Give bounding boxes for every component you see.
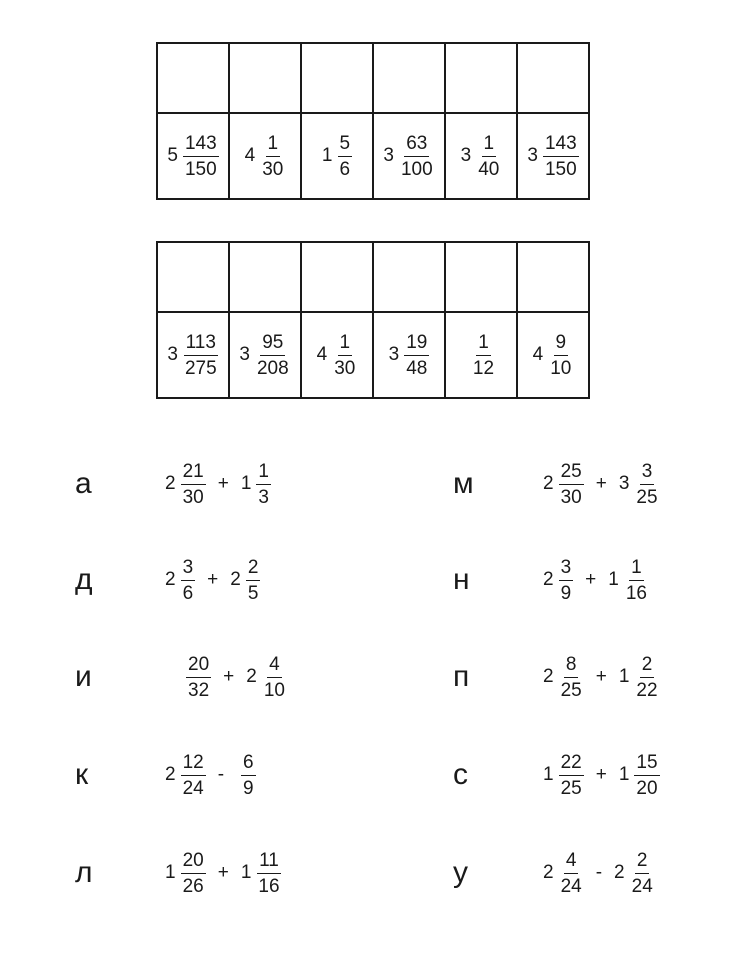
- whole-part: 2: [230, 569, 241, 590]
- task-expression: [543, 558, 649, 603]
- mixed-number: [245, 134, 286, 179]
- fraction: [246, 558, 261, 603]
- answer-cell: [445, 312, 517, 398]
- numerator: 20: [181, 851, 206, 874]
- letter-cell[interactable]: [445, 242, 517, 312]
- operand-a: [543, 851, 584, 896]
- task-letter: м: [453, 467, 474, 500]
- whole-part: 1: [240, 473, 252, 494]
- fraction: [181, 462, 206, 507]
- operand-b: [614, 851, 655, 896]
- letter-cell[interactable]: [301, 242, 373, 312]
- denominator: 25: [560, 777, 582, 799]
- numerator: 2: [640, 655, 655, 678]
- letter-cell[interactable]: [157, 43, 229, 113]
- fraction: [634, 462, 659, 507]
- task-row: [453, 550, 649, 610]
- mixed-number: [389, 333, 430, 378]
- task-row: [75, 550, 260, 610]
- fraction: [404, 333, 429, 378]
- operand-b: [230, 558, 260, 603]
- denominator: 5: [247, 582, 259, 604]
- whole-part: 3: [239, 344, 250, 365]
- numerator: 4: [564, 851, 579, 874]
- letter-cell[interactable]: [373, 242, 445, 312]
- task-expression: [181, 655, 287, 700]
- denominator: 40: [478, 158, 500, 180]
- fraction: [548, 333, 573, 378]
- whole-part: 4: [316, 344, 328, 365]
- numerator: 25: [559, 462, 584, 485]
- denominator: 30: [262, 158, 284, 180]
- mixed-number: [167, 333, 218, 378]
- whole-part: 3: [618, 473, 630, 494]
- numerator: 63: [404, 134, 429, 157]
- denominator: 12: [472, 357, 495, 379]
- whole-part: 2: [165, 569, 176, 590]
- denominator: 275: [184, 357, 217, 379]
- denominator: 20: [636, 777, 658, 799]
- fraction: [181, 558, 196, 603]
- fraction: [241, 753, 256, 798]
- fraction: [186, 655, 211, 700]
- operand-b: [236, 753, 256, 798]
- numerator: 21: [181, 462, 206, 485]
- whole-part: 3: [527, 145, 538, 166]
- fraction: [181, 851, 206, 896]
- denominator: 3: [258, 486, 269, 508]
- fraction: [256, 462, 271, 507]
- operand-a: [181, 655, 211, 700]
- denominator: 9: [560, 582, 572, 604]
- task-row: [453, 745, 660, 805]
- numerator: 8: [564, 655, 579, 678]
- numerator: 3: [640, 462, 655, 485]
- operand-b: [619, 753, 660, 798]
- whole-part: 4: [244, 145, 256, 166]
- operator: +: [595, 666, 607, 687]
- numerator: 143: [183, 134, 219, 157]
- operand-b: [241, 851, 282, 896]
- letter-cell[interactable]: [445, 43, 517, 113]
- answer-cell: [301, 312, 373, 398]
- numerator: 1: [629, 558, 644, 581]
- numerator: 12: [181, 753, 206, 776]
- numerator: 11: [257, 851, 281, 874]
- denominator: 6: [182, 582, 194, 604]
- denominator: 26: [182, 875, 204, 897]
- numerator: 1: [256, 462, 271, 485]
- denominator: 25: [560, 679, 582, 701]
- whole-part: 3: [460, 145, 472, 166]
- mixed-number: [383, 134, 434, 179]
- answer-cell: [229, 312, 301, 398]
- whole-part: 1: [543, 764, 554, 785]
- operand-a: [543, 655, 584, 700]
- answer-grid-2: [156, 241, 590, 399]
- letter-cell[interactable]: [373, 43, 445, 113]
- numerator: 2: [635, 851, 650, 874]
- operator: +: [217, 473, 229, 494]
- answer-cell: [229, 113, 301, 199]
- numerator: 9: [554, 333, 569, 356]
- denominator: 100: [400, 158, 433, 180]
- operand-b: [619, 655, 660, 700]
- task-letter: с: [453, 758, 468, 791]
- fraction: [559, 851, 584, 896]
- denominator: 32: [188, 679, 210, 701]
- numerator: 95: [260, 333, 285, 356]
- task-expression: [165, 558, 260, 603]
- denominator: 48: [406, 357, 428, 379]
- operand-b: [246, 655, 287, 700]
- task-expression: [165, 462, 271, 507]
- task-letter: н: [453, 563, 470, 596]
- numerator: 143: [543, 134, 579, 157]
- numerator: 3: [181, 558, 196, 581]
- operator: +: [207, 569, 219, 590]
- mixed-number: [466, 333, 496, 378]
- task-letter: у: [453, 856, 468, 889]
- whole-part: 4: [532, 344, 544, 365]
- task-letter: л: [75, 856, 93, 889]
- fraction: [559, 655, 584, 700]
- fraction: [559, 558, 574, 603]
- answer-cell: [445, 113, 517, 199]
- denominator: 16: [258, 875, 280, 897]
- numerator: 6: [241, 753, 256, 776]
- fraction: [559, 462, 584, 507]
- whole-part: 2: [614, 862, 625, 883]
- fraction: [260, 134, 285, 179]
- whole-part: 3: [388, 344, 400, 365]
- task-letter: д: [75, 563, 93, 596]
- operator: +: [217, 862, 229, 883]
- whole-part: 1: [618, 764, 630, 785]
- fraction: [471, 333, 496, 378]
- fraction: [183, 134, 219, 179]
- numerator: 1: [482, 134, 497, 157]
- numerator: 3: [559, 558, 574, 581]
- fraction: [634, 753, 659, 798]
- operator: +: [585, 569, 597, 590]
- operand-a: [165, 753, 206, 798]
- fraction: [476, 134, 501, 179]
- fraction: [181, 753, 206, 798]
- fraction: [338, 134, 353, 179]
- fraction: [256, 851, 281, 896]
- denominator: 10: [550, 357, 572, 379]
- denominator: 150: [544, 158, 577, 180]
- numerator: 113: [184, 333, 218, 356]
- mixed-number: [167, 134, 218, 179]
- denominator: 150: [184, 158, 217, 180]
- letter-cell[interactable]: [229, 43, 301, 113]
- denominator: 30: [560, 486, 582, 508]
- numerator: 1: [476, 333, 491, 356]
- answer-grid-1: [156, 42, 590, 200]
- task-row: [75, 454, 271, 514]
- answer-cell: [373, 312, 445, 398]
- whole-part: 2: [246, 666, 257, 687]
- denominator: 6: [339, 158, 351, 180]
- task-expression: [165, 851, 282, 896]
- denominator: 10: [263, 679, 285, 701]
- answer-cell: [157, 312, 229, 398]
- numerator: 1: [338, 333, 353, 356]
- operand-a: [165, 851, 206, 896]
- operand-a: [543, 753, 584, 798]
- denominator: 9: [243, 777, 254, 799]
- task-expression: [543, 655, 660, 700]
- numerator: 5: [338, 134, 353, 157]
- whole-part: 1: [321, 145, 333, 166]
- mixed-number: [317, 333, 358, 378]
- task-letter: п: [453, 660, 470, 693]
- fraction: [543, 134, 579, 179]
- task-letter: а: [75, 467, 92, 500]
- whole-part: 3: [167, 344, 178, 365]
- mixed-number: [461, 134, 502, 179]
- operator: +: [595, 473, 607, 494]
- task-letter: к: [75, 758, 89, 791]
- operand-a: [543, 462, 584, 507]
- task-letter: и: [75, 660, 92, 693]
- denominator: 24: [560, 875, 582, 897]
- whole-part: 2: [543, 666, 554, 687]
- denominator: 30: [182, 486, 204, 508]
- task-row: [453, 843, 655, 903]
- task-row: [453, 454, 660, 514]
- whole-part: 1: [165, 862, 176, 883]
- answer-cell: [301, 113, 373, 199]
- whole-part: 2: [165, 764, 176, 785]
- task-row: [75, 843, 282, 903]
- numerator: 15: [634, 753, 659, 776]
- whole-part: 5: [167, 145, 178, 166]
- whole-part: 1: [618, 666, 630, 687]
- answer-cell: [373, 113, 445, 199]
- fraction: [634, 655, 659, 700]
- answer-cell: [157, 113, 229, 199]
- whole-part: 2: [543, 569, 554, 590]
- fraction: [332, 333, 357, 378]
- whole-part: 3: [383, 145, 394, 166]
- operator: +: [223, 666, 235, 687]
- denominator: 22: [636, 679, 658, 701]
- task-expression: [543, 462, 660, 507]
- fraction: [255, 333, 291, 378]
- answer-cell: [517, 113, 589, 199]
- letter-cell[interactable]: [517, 242, 589, 312]
- whole-part: 1: [240, 862, 252, 883]
- letter-cell[interactable]: [301, 43, 373, 113]
- denominator: 208: [256, 357, 289, 379]
- operand-a: [165, 558, 195, 603]
- fraction: [630, 851, 655, 896]
- task-expression: [543, 753, 660, 798]
- task-row: [75, 647, 287, 707]
- denominator: 24: [631, 875, 653, 897]
- answer-cell: [517, 312, 589, 398]
- numerator: 4: [267, 655, 282, 678]
- letter-cell[interactable]: [157, 242, 229, 312]
- fraction: [262, 655, 287, 700]
- fraction: [559, 753, 584, 798]
- numerator: 2: [246, 558, 261, 581]
- operand-b: [608, 558, 649, 603]
- denominator: 24: [182, 777, 204, 799]
- operator: +: [595, 764, 607, 785]
- task-expression: [165, 753, 256, 798]
- operand-a: [543, 558, 573, 603]
- operand-b: [241, 462, 271, 507]
- whole-part: 2: [165, 473, 176, 494]
- whole-part: 2: [543, 473, 554, 494]
- denominator: 30: [334, 357, 356, 379]
- mixed-number: [527, 134, 578, 179]
- task-row: [453, 647, 660, 707]
- operator: -: [595, 862, 603, 883]
- operator: -: [217, 764, 225, 785]
- numerator: 20: [186, 655, 211, 678]
- task-row: [75, 745, 256, 805]
- denominator: 25: [636, 486, 658, 508]
- mixed-number: [239, 333, 290, 378]
- denominator: 16: [625, 582, 647, 604]
- task-expression: [543, 851, 655, 896]
- numerator: 1: [266, 134, 281, 157]
- operand-b: [619, 462, 660, 507]
- whole-part: 1: [608, 569, 619, 590]
- whole-part: 2: [543, 862, 554, 883]
- letter-cell[interactable]: [229, 242, 301, 312]
- fraction: [399, 134, 435, 179]
- numerator: 22: [559, 753, 584, 776]
- fraction: [183, 333, 219, 378]
- operand-a: [165, 462, 206, 507]
- letter-cell[interactable]: [517, 43, 589, 113]
- mixed-number: [533, 333, 574, 378]
- fraction: [624, 558, 649, 603]
- mixed-number: [322, 134, 352, 179]
- numerator: 19: [404, 333, 429, 356]
